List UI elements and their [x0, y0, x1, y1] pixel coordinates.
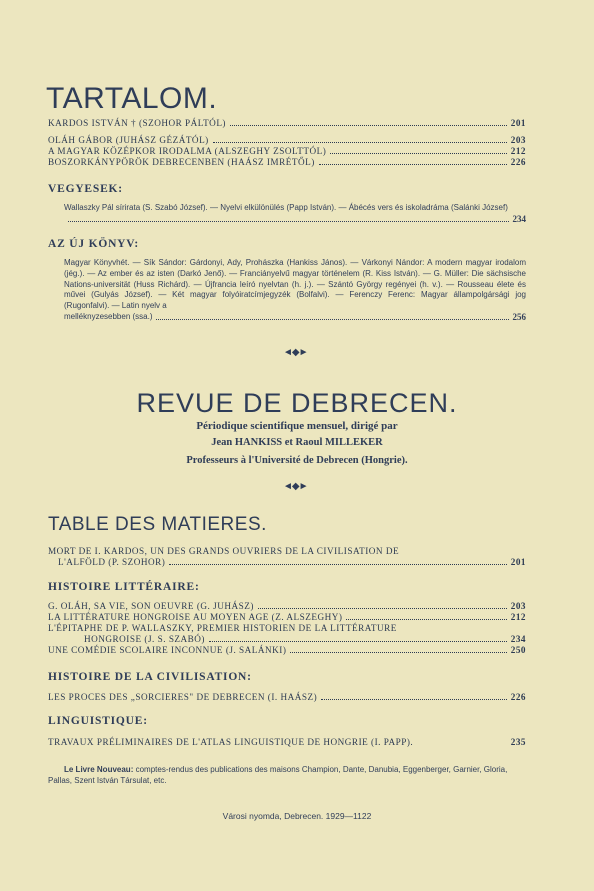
french-toc-first — [48, 546, 526, 568]
hungarian-contents-title: TARTALOM. — [46, 82, 218, 115]
histoire-litteraire-toc — [48, 601, 526, 656]
toc-entry: OLÁH GÁBOR (JUHÁSZ GÉZÁTÓL) 203 — [48, 135, 526, 145]
livre-nouveau-note: Le Livre Nouveau: comptes-rendus des publications des maisons Champion, Dante, Danubia, Eggenberger, Garnier, Gloria, Pallas, Szent István Társulat, etc. — [48, 765, 508, 785]
hungarian-toc — [48, 118, 526, 168]
toc-entry: KARDOS ISTVÁN † (SZOHOR PÁLTÓL) 201 — [48, 118, 526, 128]
vegyesek-heading: VEGYESEK: — [48, 183, 123, 195]
toc-entry: L'ALFÖLD (P. SZOHOR) 201 — [58, 557, 526, 567]
linguistique-heading: LINGUISTIQUE: — [48, 715, 148, 727]
histoire-litteraire-heading: HISTOIRE LITTÉRAIRE: — [48, 581, 200, 593]
toc-entry: G. OLÁH, SA VIE, SON OEUVRE (G. JUHÁSZ) 203 — [48, 601, 526, 611]
toc-entry: MORT DE I. KARDOS, UN DES GRANDS OUVRIERS DE LA CIVILISATION DE — [48, 546, 400, 556]
ornament-divider: ◄◆► — [283, 481, 308, 492]
toc-entry: LES PROCES DES „SORCIERES" DE DEBRECEN (I. HAÁSZ) 226 — [48, 692, 526, 702]
printer-imprint: Városi nyomda, Debrecen. 1929—1122 — [222, 811, 372, 821]
ornament-divider: ◄◆► — [283, 347, 308, 358]
french-contents-title: TABLE DES MATIERES. — [48, 514, 267, 535]
toc-entry: TRAVAUX PRÉLIMINAIRES DE L'ATLAS LINGUISTIQUE DE HONGRIE (I. PAPP). 235 — [48, 737, 526, 747]
revue-title: REVUE DE DEBRECEN. — [136, 388, 458, 418]
revue-editors: Jean HANKISS et Raoul MILLEKER — [211, 437, 383, 448]
revue-affiliation: Professeurs à l'Université de Debrecen (Hongrie). — [186, 455, 408, 466]
histoire-civilisation-heading: HISTOIRE DE LA CIVILISATION: — [48, 671, 252, 683]
linguistique-toc — [48, 737, 526, 748]
uj-konyv-text: Magyar Könyvhét. — Sík Sándor: Gárdonyi, Ady, Prohászka (Hankiss János). — Várkonyi Nándor: A modern magyar irodalom (jég.). — Az ember és az isten (Darkó Jenő). — Franciányelvű magyar történelem (R. Kiss István). — G. Müller: Die sächsische Nations-universität (Huss Richárd). — Újfrancia leíró nyelvtan (h. j.). — Szántó György regényei (h. v.). — Rousseau élete és művei (Gulyás József). — Két magyar folyóiratcímjegyzék (Bolfalvi). — Ferenczy Ferenc: Magyar állampolgársági jog (Rugonfalvi). — Latin nyelv a melléknyzesebben (ssa.) 256 — [64, 258, 526, 322]
vegyesek-text: Wallaszky Pál sírirata (S. Szabó József). — Nyelvi elkülönülés (Papp István). — Ábécés vers és iskoladráma (Salánki József) 234 — [64, 203, 526, 224]
toc-entry: UNE COMÉDIE SCOLAIRE INCONNUE (J. SALÁNKI) 250 — [48, 645, 526, 655]
toc-entry: LA LITTÉRATURE HONGROISE AU MOYEN AGE (Z. ALSZEGHY) 212 — [48, 612, 526, 622]
revue-subtitle: Périodique scientifique mensuel, dirigé par — [196, 420, 398, 432]
toc-entry: A MAGYAR KÖZÉPKOR IRODALMA (ALSZEGHY ZSOLTTÓL) 212 — [48, 146, 526, 156]
toc-entry: L'ÉPITAPHE DE P. WALLASZKY, PREMIER HISTORIEN DE LA LITTÉRATURE — [48, 623, 397, 633]
toc-entry: HONGROISE (J. S. SZABÓ) 234 — [84, 634, 526, 644]
histoire-civilisation-toc — [48, 692, 526, 703]
uj-konyv-heading: AZ ÚJ KÖNYV: — [48, 238, 139, 250]
toc-entry: BOSZORKÁNYPÖRÖK DEBRECENBEN (HAÁSZ IMRÉTŐL) 226 — [48, 157, 526, 167]
